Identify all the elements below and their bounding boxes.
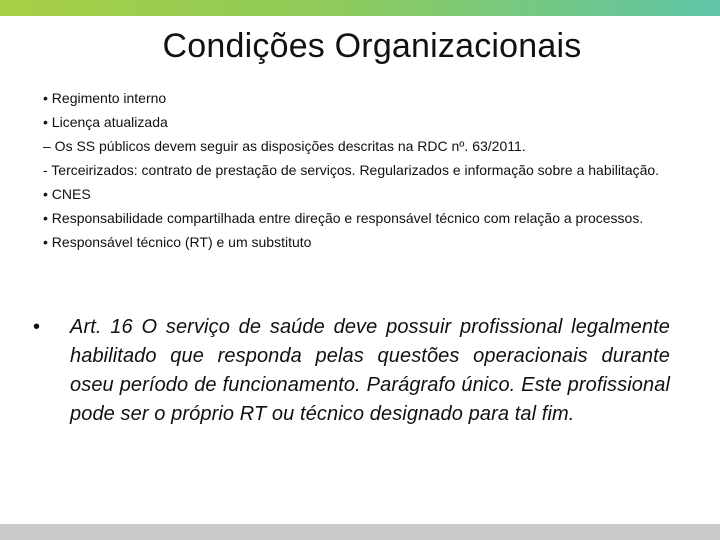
top-accent-bar: [0, 0, 720, 16]
condition-line-regimento: • Regimento interno: [43, 90, 167, 106]
condition-list: [43, 86, 683, 254]
condition-line-terceirizados: - Terceirizados: contrato de prestação de serviços. Regularizados e informação sobre a habilitação.: [43, 162, 660, 178]
condition-line-responsabilidade: • Responsabilidade compartilhada entre direção e responsável técnico com relação a processos.: [43, 210, 644, 226]
slide-title: Condições Organizacionais: [162, 27, 582, 65]
condition-line-ss-publicos: – Os SS públicos devem seguir as disposições descritas na RDC nº. 63/2011.: [43, 138, 526, 154]
article-text: Art. 16 O serviço de saúde deve possuir profissional legalmente habilitado que responda pelas questões operacionais durante oseu período de funcionamento. Parágrafo único. Este profissional pode ser o próprio RT ou técnico designado para tal fim.: [70, 316, 670, 425]
article-block: [33, 313, 670, 429]
condition-line-responsavel-tecnico: • Responsável técnico (RT) e um substituto: [43, 234, 312, 250]
article-bullet: •: [33, 316, 41, 338]
condition-line-cnes: • CNES: [43, 186, 91, 202]
bottom-accent-bar: [0, 524, 720, 540]
condition-line-licenca: • Licença atualizada: [43, 114, 168, 130]
